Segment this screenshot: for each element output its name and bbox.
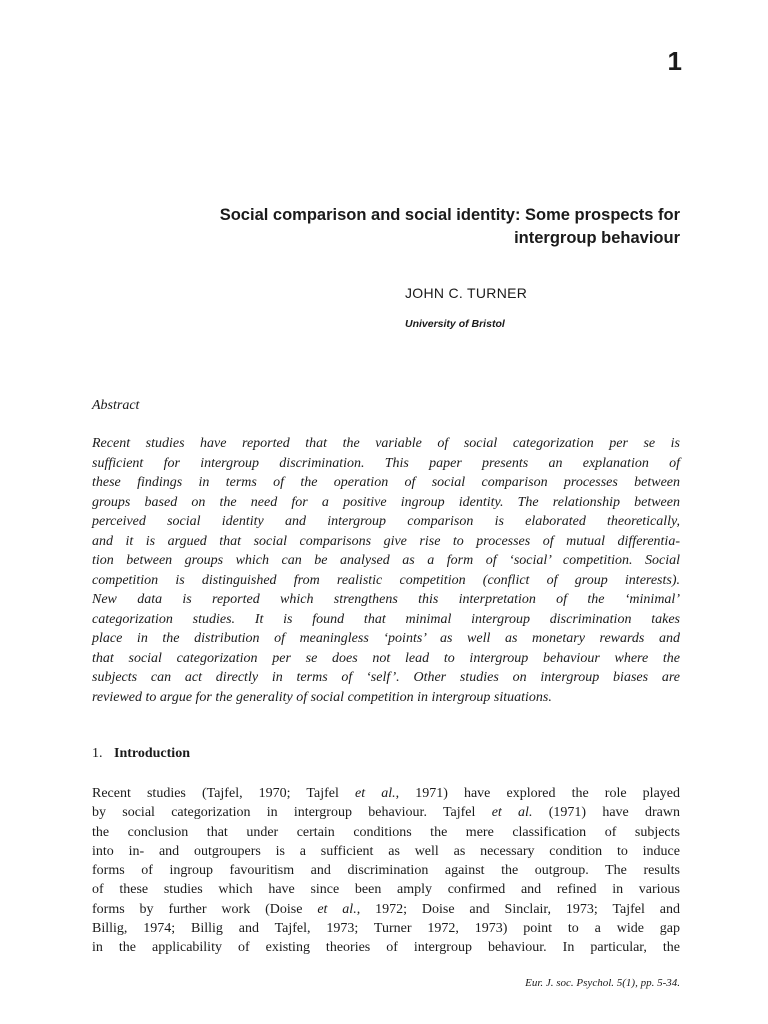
abstract-line: Recent studies have reported that the variable of social categorization per se is: [92, 436, 680, 451]
section-number: 1.: [92, 746, 103, 761]
abstract-line: tion between groups which can be analysed as a form of ‘social’ competition. Social: [92, 553, 680, 568]
journal-citation: Eur. J. soc. Psychol. 5(1), pp. 5-34.: [525, 977, 680, 989]
introduction-body: [92, 784, 680, 958]
abstract-line: New data is reported which strengthens this interpretation of the ‘minimal’: [92, 592, 680, 607]
abstract-line: groups based on the need for a positive ingroup identity. The relationship between: [92, 494, 680, 510]
author-affiliation: University of Bristol: [405, 318, 505, 330]
abstract-line: categorization studies. It is found that minimal intergroup discrimination takes: [92, 611, 680, 627]
title-line-1: Social comparison and social identity: Some prospects for: [219, 206, 680, 224]
body-line: in the applicability of existing theories of intergroup behaviour. In particular, the: [92, 940, 680, 956]
abstract-line: that social categorization per se does not lead to intergroup behaviour where the: [92, 650, 680, 666]
abstract-heading: Abstract: [92, 398, 140, 413]
body-line: Billig, 1974; Billig and Tajfel, 1973; Turner 1972, 1973) point to a wide gap: [92, 921, 680, 937]
body-line: by social categorization in intergroup behaviour. Tajfel et al. (1971) have drawn: [92, 805, 680, 821]
abstract-line: place in the distribution of meaningless ‘points’ as well as monetary rewards and: [92, 631, 680, 646]
abstract-body: [92, 434, 680, 707]
abstract-line: subjects can act directly in terms of ‘self’. Other studies on intergroup biases are: [92, 670, 680, 685]
body-line: forms by further work (Doise et al., 1972; Doise and Sinclair, 1973; Tajfel and: [92, 901, 680, 917]
abstract-line: competition is distinguished from realistic competition (conflict of group interests).: [92, 572, 680, 588]
article-title: [90, 204, 680, 250]
abstract-line: these findings in terms of the operation of social comparison processes between: [92, 475, 680, 490]
abstract-line: and it is argued that social comparisons give rise to processes of mutual differentia-: [92, 533, 680, 549]
abstract-line: reviewed to argue for the generality of social competition in intergroup situations.: [92, 689, 552, 705]
title-line-2: intergroup behaviour: [514, 229, 680, 247]
body-line: Recent studies (Tajfel, 1970; Tajfel et al., 1971) have explored the role played: [92, 786, 680, 801]
body-line: of these studies which have since been amply confirmed and refined in various: [92, 882, 680, 898]
body-line: forms of ingroup favouritism and discrimination against the outgroup. The results: [92, 863, 680, 879]
section-title: Introduction: [114, 746, 190, 761]
page-number: 1: [667, 46, 682, 76]
abstract-line: perceived social identity and intergroup comparison is elaborated theoretically,: [92, 514, 680, 529]
author-name: JOHN C. TURNER: [405, 285, 528, 301]
section-heading: [92, 746, 190, 762]
body-line: into in- and outgroupers is a sufficient as well as necessary condition to induce: [92, 843, 680, 859]
abstract-line: sufficient for intergroup discrimination. This paper presents an explanation of: [92, 455, 680, 471]
body-line: the conclusion that under certain conditions the mere classification of subjects: [92, 824, 680, 840]
